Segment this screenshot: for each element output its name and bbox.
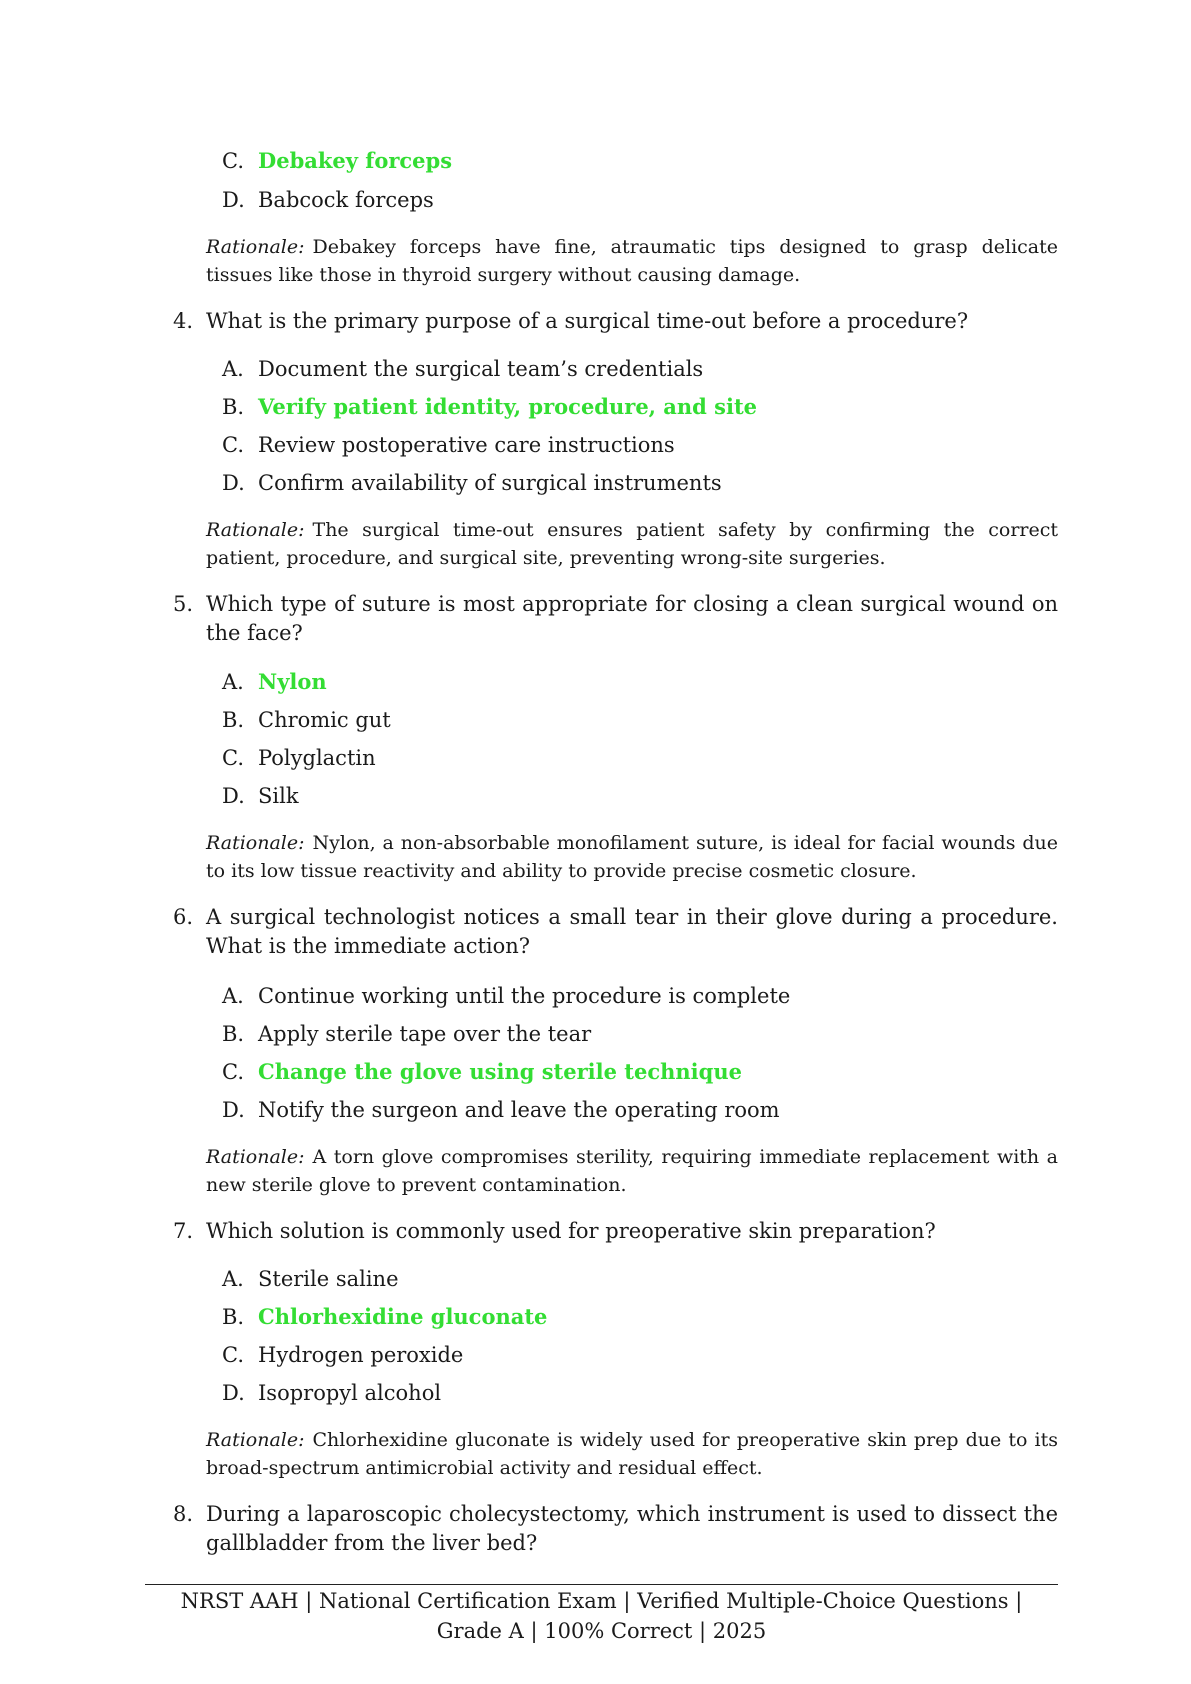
rationale-text: Chlorhexidine gluconate is widely used for preoperative skin prep due to its broad-spectrum antimicrobial activity and residual effect. [206,1429,1058,1479]
rationale-label: Rationale: [206,1429,305,1451]
rationale [206,829,1058,885]
option-d [222,469,722,497]
question-number: 8. [173,1502,194,1526]
option-b [222,1020,591,1048]
option-text: Review postoperative care instructions [258,433,675,457]
option-text: Debakey forceps [258,148,453,173]
option-text: Silk [258,784,299,808]
option-text: Continue working until the procedure is complete [258,984,791,1008]
option-text: Confirm availability of surgical instruments [258,471,722,495]
rationale [206,233,1058,289]
option-text: Chromic gut [258,708,391,732]
option-text: Change the glove using sterile technique [258,1059,742,1084]
rationale-text: Debakey forceps have fine, atraumatic tips designed to grasp delicate tissues like those in thyroid surgery without causing damage. [206,236,1058,286]
option-text: Sterile saline [258,1267,399,1291]
question-number: 7. [173,1219,194,1243]
option-a [222,982,790,1010]
option-letter: B. [222,395,245,419]
question-number: 4. [173,309,194,333]
option-text: Verify patient identity, procedure, and site [258,394,758,419]
rationale-label: Rationale: [206,236,305,258]
option-a-correct [222,668,327,696]
rationale [206,516,1058,572]
option-a [222,355,703,383]
option-letter: A. [222,357,244,381]
option-letter: B. [222,1305,245,1329]
question-number: 6. [173,905,194,929]
option-letter: A. [222,984,244,1008]
option-text: Polyglactin [258,746,376,770]
option-text: Apply sterile tape over the tear [258,1022,592,1046]
option-letter: D. [222,188,245,212]
option-text: Chlorhexidine gluconate [258,1304,548,1329]
option-text: Document the surgical team’s credentials [258,357,704,381]
option-text: Nylon [258,669,327,694]
option-letter: C. [222,746,244,770]
question-text: What is the primary purpose of a surgical time-out before a procedure? [206,309,969,333]
question-text: A surgical technologist notices a small tear in their glove during a procedure. What is the immediate action? [206,905,1058,958]
option-c-correct [222,1058,742,1086]
option-c [222,744,376,772]
option-letter: D. [222,1381,245,1405]
page-footer: NRST AAH | National Certification Exam | Verified Multiple-Choice Questions | Grade A | 100% Correct | 2025 [180,1589,1023,1643]
option-letter: D. [222,471,245,495]
rationale-text: Nylon, a non-absorbable monofilament suture, is ideal for facial wounds due to its low tissue reactivity and ability to provide precise cosmetic closure. [206,832,1058,882]
option-letter: B. [222,708,245,732]
question-number: 5. [173,592,194,616]
option-d [222,782,299,810]
rationale-label: Rationale: [206,519,305,541]
option-d [222,1096,780,1124]
option-text: Hydrogen peroxide [258,1343,464,1367]
rationale-text: A torn glove compromises sterility, requiring immediate replacement with a new sterile glove to prevent contamination. [206,1146,1058,1196]
option-letter: A. [222,1267,244,1291]
option-text: Babcock forceps [258,188,434,212]
rationale [206,1143,1058,1199]
rationale [206,1426,1058,1482]
option-c-correct [222,147,452,175]
option-letter: D. [222,784,245,808]
option-c [222,431,675,459]
option-letter: C. [222,1343,244,1367]
option-letter: B. [222,1022,245,1046]
question-text: Which solution is commonly used for preoperative skin preparation? [206,1219,936,1243]
question-text: During a laparoscopic cholecystectomy, which instrument is used to dissect the gallbladder from the liver bed? [206,1502,1058,1555]
option-a [222,1265,399,1293]
rationale-text: The surgical time-out ensures patient safety by confirming the correct patient, procedure, and surgical site, preventing wrong-site surgeries. [206,519,1058,569]
option-c [222,1341,463,1369]
footer-divider [145,1584,1058,1585]
option-text: Isopropyl alcohol [258,1381,442,1405]
option-letter: C. [222,1060,244,1084]
option-b [222,706,391,734]
option-d [222,1379,441,1407]
option-d [222,186,434,214]
option-b-correct [222,393,757,421]
option-letter: D. [222,1098,245,1122]
question-text: Which type of suture is most appropriate for closing a clean surgical wound on the face? [206,592,1058,645]
rationale-label: Rationale: [206,1146,305,1168]
option-b-correct [222,1303,547,1331]
option-letter: C. [222,149,244,173]
option-letter: C. [222,433,244,457]
option-letter: A. [222,670,244,694]
rationale-label: Rationale: [206,832,305,854]
option-text: Notify the surgeon and leave the operating room [258,1098,780,1122]
